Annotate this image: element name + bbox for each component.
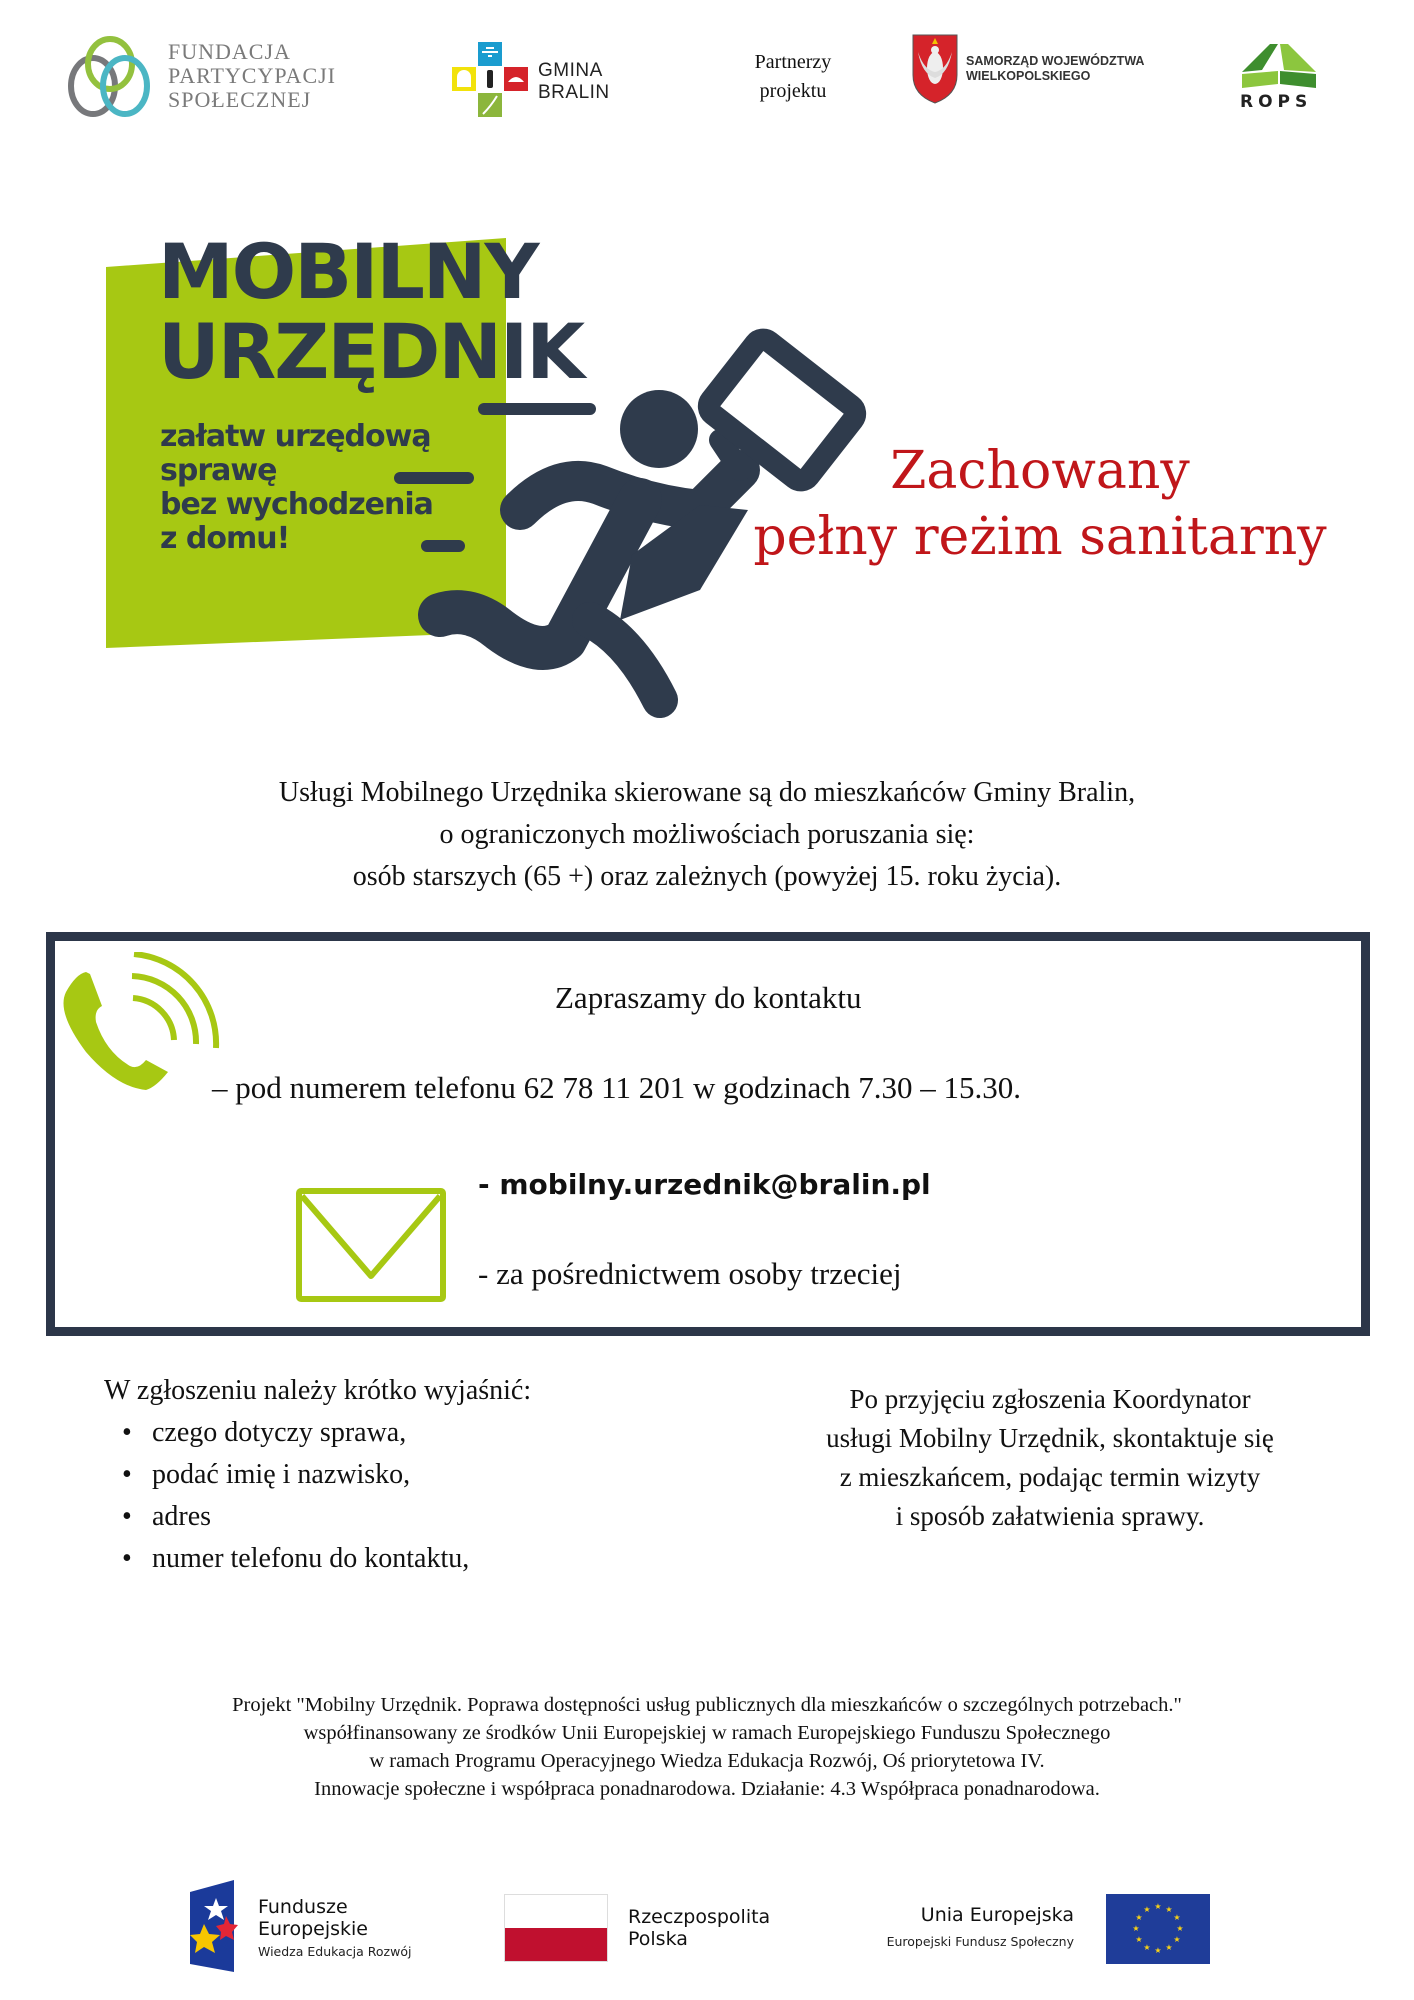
footer-line-1: Projekt "Mobilny Urzędnik. Poprawa dostępności usług publicznych dla mieszkańców o szczególnych potrzebach." bbox=[232, 1694, 1182, 1716]
list-item bbox=[104, 1412, 724, 1454]
polska-line-2: Polska bbox=[628, 1928, 688, 1950]
gmina-line-2: BRALIN bbox=[538, 82, 610, 103]
fundacja-line-2: PARTYCYPACJI bbox=[168, 63, 337, 88]
samorzad-line-1: SAMORZĄD WOJEWÓDZTWA bbox=[966, 54, 1145, 68]
list-item-text: numer telefonu do kontaktu, bbox=[152, 1543, 470, 1574]
request-info bbox=[104, 1370, 724, 1580]
ue-subtitle: Europejski Fundusz Społeczny bbox=[886, 1934, 1074, 1949]
phone-handset-icon bbox=[56, 952, 226, 1102]
intro-line-3: osób starszych (65 +) oraz zależnych (powyżej 15. roku życia). bbox=[352, 861, 1062, 892]
fundusze-subtitle: Wiedza Edukacja Rozwój bbox=[258, 1944, 412, 1959]
contact-phone-line[interactable]: – pod numerem telefonu 62 78 11 201 w godzinach 7.30 – 15.30. bbox=[212, 1070, 1022, 1105]
footer-line-4: Innowacje społeczne i współpraca ponadnarodowa. Działanie: 4.3 Współpraca ponadnarodowa. bbox=[314, 1778, 1100, 1800]
partners-label-line-2: projektu bbox=[759, 80, 827, 102]
svg-text:★: ★ bbox=[1135, 1913, 1143, 1922]
logo-fundusze-europejskie bbox=[190, 1880, 450, 1972]
svg-text:★: ★ bbox=[1135, 1935, 1143, 1944]
project-funding-note bbox=[0, 1691, 1414, 1803]
sanitary-notice bbox=[720, 438, 1360, 570]
svg-text:★: ★ bbox=[1143, 1943, 1151, 1952]
contact-third-party-line: - za pośrednictwem osoby trzeciej bbox=[478, 1256, 902, 1291]
svg-text:★: ★ bbox=[1173, 1913, 1181, 1922]
samorzad-line-2: WIELKOPOLSKIEGO bbox=[966, 69, 1091, 83]
hero-subtitle-line-1: załatw urzędową bbox=[160, 419, 431, 454]
polish-flag-icon bbox=[504, 1894, 608, 1962]
list-item-text: adres bbox=[152, 1501, 212, 1532]
svg-text:★: ★ bbox=[1165, 1943, 1173, 1952]
list-item-text: podać imię i nazwisko, bbox=[152, 1459, 411, 1490]
after-request-info bbox=[730, 1380, 1370, 1536]
svg-text:★: ★ bbox=[1154, 1902, 1162, 1911]
contact-email[interactable]: - mobilny.urzednik@bralin.pl bbox=[478, 1168, 931, 1201]
mobilny-urzednik-logo bbox=[0, 0, 1414, 760]
request-info-list bbox=[104, 1412, 724, 1580]
bullet-icon: • bbox=[122, 1543, 132, 1574]
list-item bbox=[104, 1454, 724, 1496]
svg-text:★: ★ bbox=[1143, 1905, 1151, 1914]
after-line-4: i sposób załatwienia sprawy. bbox=[895, 1501, 1205, 1531]
hero-subtitle-line-4: z domu! bbox=[160, 521, 290, 556]
envelope-icon bbox=[296, 1188, 446, 1302]
request-info-heading: W zgłoszeniu należy krótko wyjaśnić: bbox=[104, 1375, 532, 1406]
sanitary-line-2: pełny reżim sanitarny bbox=[753, 507, 1327, 567]
bullet-icon: • bbox=[122, 1459, 132, 1490]
svg-text:★: ★ bbox=[1132, 1924, 1140, 1933]
sanitary-line-1: Zachowany bbox=[890, 441, 1190, 501]
ue-title: Unia Europejska bbox=[920, 1904, 1074, 1926]
list-item bbox=[104, 1538, 724, 1580]
logo-unia-europejska bbox=[860, 1894, 1210, 1966]
fundusze-line-1: Fundusze bbox=[258, 1896, 348, 1918]
svg-text:★: ★ bbox=[1176, 1924, 1184, 1933]
fundusze-line-2: Europejskie bbox=[258, 1918, 368, 1940]
svg-text:★: ★ bbox=[1165, 1905, 1173, 1914]
intro-line-1: Usługi Mobilnego Urzędnika skierowane są do mieszkańców Gminy Bralin, bbox=[278, 777, 1136, 808]
hero-title-line-1: MOBILNY bbox=[158, 227, 538, 316]
fundacja-line-1: FUNDACJA bbox=[168, 39, 291, 64]
list-item bbox=[104, 1496, 724, 1538]
eu-flag-icon bbox=[1106, 1894, 1210, 1964]
gmina-line-1: GMINA bbox=[538, 60, 603, 81]
hero-subtitle-line-2: sprawę bbox=[160, 453, 277, 488]
partners-label-line-1: Partnerzy bbox=[754, 51, 832, 73]
rops-label: ROPS bbox=[1240, 92, 1313, 112]
service-description bbox=[0, 772, 1414, 898]
footer-line-3: w ramach Programu Operacyjnego Wiedza Edukacja Rozwój, Oś priorytetowa IV. bbox=[369, 1750, 1045, 1772]
bullet-icon: • bbox=[122, 1501, 132, 1532]
footer-line-2: współfinansowany ze środków Unii Europejskiej w ramach Europejskiego Funduszu Społecznego bbox=[303, 1722, 1111, 1744]
fundusze-europejskie-stars-icon bbox=[190, 1880, 238, 1972]
after-line-3: z mieszkańcem, podając termin wizyty bbox=[839, 1462, 1261, 1492]
after-line-2: usługi Mobilny Urzędnik, skontaktuje się bbox=[826, 1423, 1274, 1453]
hero-subtitle-line-3: bez wychodzenia bbox=[160, 487, 433, 522]
contact-heading: Zapraszamy do kontaktu bbox=[555, 980, 862, 1015]
polska-line-1: Rzeczpospolita bbox=[628, 1906, 771, 1928]
svg-text:★: ★ bbox=[1173, 1935, 1181, 1944]
hero-title-line-2: URZĘDNIK bbox=[158, 307, 584, 396]
after-line-1: Po przyjęciu zgłoszenia Koordynator bbox=[849, 1384, 1251, 1414]
logo-rzeczpospolita-polska bbox=[504, 1894, 804, 1964]
svg-text:★: ★ bbox=[1154, 1946, 1162, 1955]
intro-line-2: o ograniczonych możliwościach poruszania się: bbox=[439, 819, 975, 850]
bullet-icon: • bbox=[122, 1417, 132, 1448]
fundacja-line-3: SPOŁECZNEJ bbox=[168, 87, 312, 112]
list-item-text: czego dotyczy sprawa, bbox=[152, 1417, 407, 1448]
